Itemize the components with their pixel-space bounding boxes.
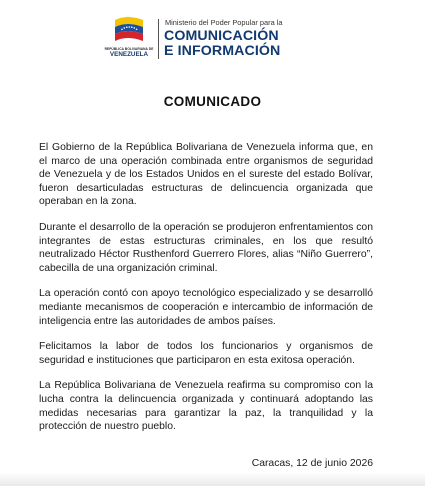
venezuela-flag-icon [113,16,145,44]
header-divider [158,19,159,59]
header [104,14,344,62]
brand-line-2: E INFORMACIÓN [164,42,281,59]
place-date: Caracas, 12 de junio 2026 [251,458,373,469]
government-logo [104,14,154,62]
document-body [39,141,373,446]
paragraph: Durante el desarrollo de la operación se produjeron enfrentamientos con integrantes de estas estructuras criminales, en los que resultó neutralizado Héctor Rusthenford Guerrero Flores, alias “Niño Guerrero”, cabecilla de una organización criminal. [39,221,373,274]
document-title: COMUNICADO [163,94,262,109]
logo-country: VENEZUELA [109,51,149,58]
brand-line-1: COMUNICACIÓN [164,28,279,44]
paragraph: El Gobierno de la República Bolivariana de Venezuela informa que, en el marco de una operación combinada entre organismos de seguridad de Venezuela y de los Estados Unidos en el sureste del estado Bolívar, fueron desarticuladas estructuras de delincuencia organizada que operaban en la zona. [39,142,373,208]
paragraph: Felicitamos la labor de todos los funcionarios y organismos de seguridad e instituciones que participaron en esta exitosa operación. [39,341,373,366]
paragraph: La operación contó con apoyo tecnológico especializado y se desarrolló mediante mecanismos de cooperación e intercambio de información de inteligencia entre las autoridades de ambos países. [39,288,373,327]
page-bottom-shadow [0,472,425,486]
logo-subtext: REPÚBLICA BOLIVARIANA DE [104,47,154,51]
paragraph: La República Bolivariana de Venezuela reafirma su compromiso con la lucha contra la delincuencia organizada y continuará adoptando las medidas necesarias para garantizar la paz, la tranquilidad y la protección de nuestro pueblo. [39,380,373,433]
ministry-line: Ministerio del Poder Popular para la [165,18,283,27]
ministry-brand [164,29,280,58]
